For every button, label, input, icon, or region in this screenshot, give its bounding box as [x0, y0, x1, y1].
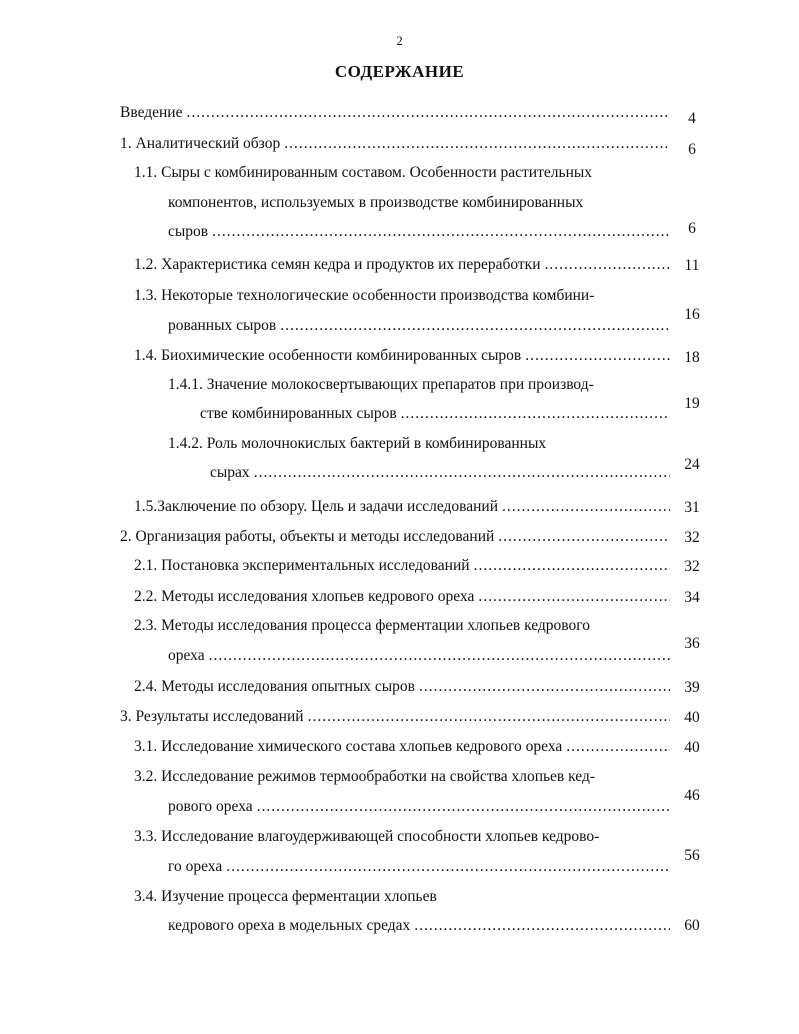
toc-page-number: 60: [684, 917, 700, 934]
toc-page-number: 36: [684, 635, 700, 652]
toc-leader-dots: [212, 222, 670, 242]
toc-entry-text: сыров: [168, 223, 209, 240]
toc-page-number: 6: [688, 220, 696, 237]
page-number: 2: [396, 33, 403, 48]
toc-leader-dots: [414, 916, 670, 936]
toc-entry-text: 2.4. Методы исследования опытных сыров: [134, 678, 415, 695]
toc-page-number: 24: [684, 456, 700, 473]
toc-leader-dots: [419, 677, 670, 697]
toc-entry-text: 3.1. Исследование химического состава хлопьев кедрового ореха: [134, 738, 563, 755]
toc-page-number: 31: [684, 499, 700, 516]
toc-entry-text: 2.3. Методы исследования процесса ферментации хлопьев кедрового: [134, 617, 590, 634]
toc-page-number: 6: [688, 141, 696, 158]
toc-leader-dots: [254, 463, 670, 483]
toc-entry-text: 1.3. Некоторые технологические особенности производства комбини-: [134, 287, 595, 304]
toc-entry-text: кедрового ореха в модельных средах: [168, 917, 411, 934]
toc-page-number: 34: [684, 589, 700, 606]
toc-entry-text: 1.5.Заключение по обзору. Цель и задачи исследований: [134, 498, 499, 515]
toc-leader-dots: [474, 556, 670, 576]
toc-leader-dots: [308, 707, 670, 727]
toc-entry-text: 3. Результаты исследований: [120, 708, 304, 725]
toc-entry-text: 3.3. Исследование влагоудерживающей способности хлопьев кедрово-: [134, 828, 600, 845]
toc-leader-dots: [545, 255, 671, 275]
toc-entry-text: рового ореха: [168, 798, 253, 815]
toc-leader-dots: [566, 737, 670, 757]
toc-entry-text: рованных сыров: [168, 317, 277, 334]
toc-page-number: 46: [684, 787, 700, 804]
toc-leader-dots: [498, 527, 670, 547]
toc-entry-text: стве комбинированных сыров: [200, 405, 397, 422]
toc-leader-dots: [186, 103, 670, 123]
toc-entry-text: компонентов, используемых в производстве комбинированных: [168, 194, 584, 211]
toc-page-number: 40: [684, 709, 700, 726]
toc-leader-dots: [502, 497, 670, 517]
toc-page-number: 11: [684, 257, 700, 274]
toc-entry-text: 2. Организация работы, объекты и методы исследований: [120, 528, 495, 545]
toc-entry-text: 1.2. Характеристика семян кедра и продуктов их переработки: [134, 256, 541, 273]
toc-page-number: 40: [684, 739, 700, 756]
toc-leader-dots: [284, 134, 670, 154]
toc-entry-text: 1.1. Сыры с комбинированным составом. Особенности растительных: [134, 164, 593, 181]
toc-entry-text: сырах: [210, 464, 250, 481]
toc-page-number: 18: [684, 349, 700, 366]
toc-entry-text: го ореха: [168, 858, 223, 875]
toc-entry-text: 1.4. Биохимические особенности комбинированных сыров: [134, 347, 522, 364]
toc-page-number: 56: [684, 847, 700, 864]
toc-leader-dots: [226, 857, 670, 877]
toc-page-number: 16: [684, 306, 700, 323]
toc-entry-text: 1.4.1. Значение молокосвертывающих препаратов при производ-: [168, 376, 594, 393]
toc-entry-text: 2.1. Постановка экспериментальных исследований: [134, 557, 470, 574]
toc-entry-text: 3.2. Исследование режимов термообработки на свойства хлопьев кед-: [134, 768, 595, 785]
toc-page-number: 39: [684, 679, 700, 696]
toc-page-number: 4: [688, 110, 696, 127]
toc-entry-text: Введение: [120, 104, 183, 121]
toc-entry-text: 2.2. Методы исследования хлопьев кедрового ореха: [134, 588, 475, 605]
toc-leader-dots: [280, 316, 670, 336]
toc-leader-dots: [525, 346, 670, 366]
toc-leader-dots: [401, 404, 670, 424]
toc-entry-text: ореха: [168, 647, 205, 664]
toc-leader-dots: [209, 646, 670, 666]
toc-leader-dots: [257, 797, 670, 817]
toc-entry-text: 1.4.2. Роль молочнокислых бактерий в комбинированных: [168, 435, 547, 452]
toc-page-number: 19: [684, 395, 700, 412]
toc-page-number: 32: [684, 558, 700, 575]
toc-page-number: 32: [684, 529, 700, 546]
toc-leader-dots: [478, 587, 670, 607]
page-title: СОДЕРЖАНИЕ: [334, 62, 465, 81]
toc-entry-text: 3.4. Изучение процесса ферментации хлопьев: [134, 888, 437, 905]
toc-entry-text: 1. Аналитический обзор: [120, 135, 281, 152]
